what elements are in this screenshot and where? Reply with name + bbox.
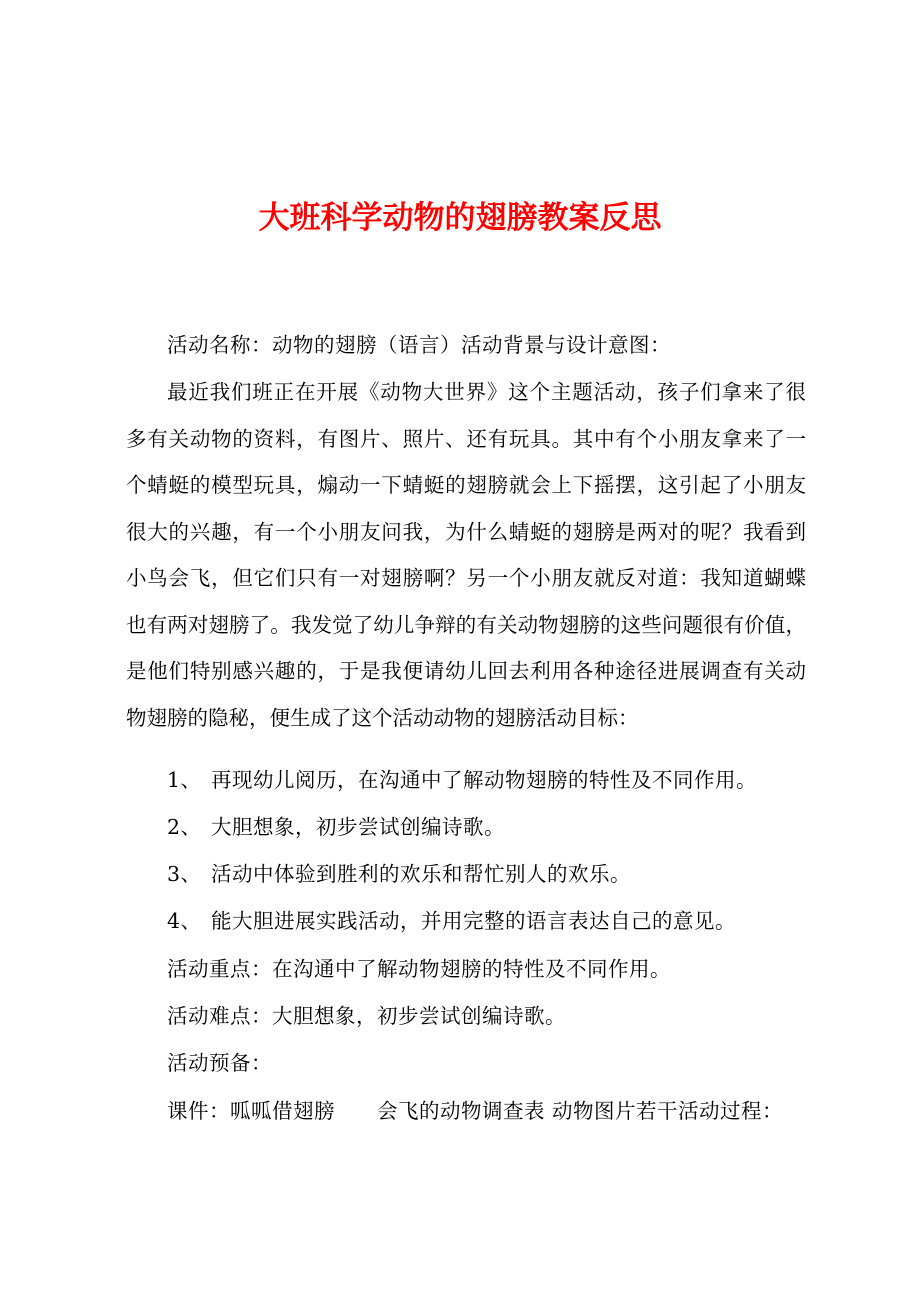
- goal-text: 活动中体验到胜利的欢乐和帮忙别人的欢乐。: [211, 862, 631, 886]
- goal-item: [167, 906, 736, 936]
- goal-item: [167, 859, 631, 889]
- intro-line: 活动名称：动物的翅膀（语言）活动背景与设计意图：: [167, 333, 671, 357]
- goal-text: 能大胆进展实践活动，并用完整的语言表达自己的意见。: [211, 909, 736, 933]
- goal-text: 大胆想象，初步尝试创编诗歌。: [211, 815, 505, 839]
- goal-text: 再现幼儿阅历，在沟通中了解动物翅膀的特性及不同作用。: [211, 768, 757, 792]
- paragraph-line: 最近我们班正在开展《动物大世界》这个主题活动，孩子们拿来了很: [167, 380, 806, 404]
- key-point-line: 活动重点：在沟通中了解动物翅膀的特性及不同作用。: [167, 957, 671, 981]
- goal-number: 1、: [167, 768, 202, 792]
- paragraph-line: 多有关动物的资料，有图片、照片、还有玩具。其中有个小朋友拿来了一: [126, 426, 806, 451]
- materials-line: [167, 1096, 783, 1126]
- paragraph-line: 很大的兴趣，有一个小朋友问我，为什么蜻蜓的翅膀是两对的呢？我看到: [126, 519, 806, 544]
- goal-number: 3、: [167, 862, 202, 886]
- difficulty-line: 活动难点：大胆想象，初步尝试创编诗歌。: [167, 1004, 566, 1028]
- goal-item: [167, 812, 505, 842]
- paragraph-line: 也有两对翅膀了。我发觉了幼儿争辩的有关动物翅膀的这些问题很有价值，: [126, 612, 806, 637]
- goal-number: 2、: [167, 815, 202, 839]
- materials-courseware: 课件：呱呱借翅膀: [167, 1099, 335, 1123]
- background-paragraph: [126, 377, 806, 749]
- paragraph-line: 小鸟会飞，但它们只有一对翅膀啊？另一个小朋友就反对道：我知道蝴蝶: [126, 566, 806, 590]
- document-title: 大班科学动物的翅膀教案反思: [258, 200, 662, 236]
- goal-number: 4、: [167, 909, 202, 933]
- paragraph-line: 个蜻蜓的模型玩具，煽动一下蜻蜓的翅膀就会上下摇摆，这引起了小朋友: [126, 473, 806, 497]
- goal-item: [167, 765, 757, 795]
- preparation-line: 活动预备：: [167, 1051, 272, 1075]
- paragraph-line: 物翅膀的隐秘，便生成了这个活动动物的翅膀活动目标：: [126, 705, 639, 730]
- materials-list: 会飞的动物调查表 动物图片若干活动过程：: [377, 1099, 784, 1123]
- paragraph-line: 是他们特别感兴趣的，于是我便请幼儿回去利用各种途径进展调查有关动: [126, 659, 806, 683]
